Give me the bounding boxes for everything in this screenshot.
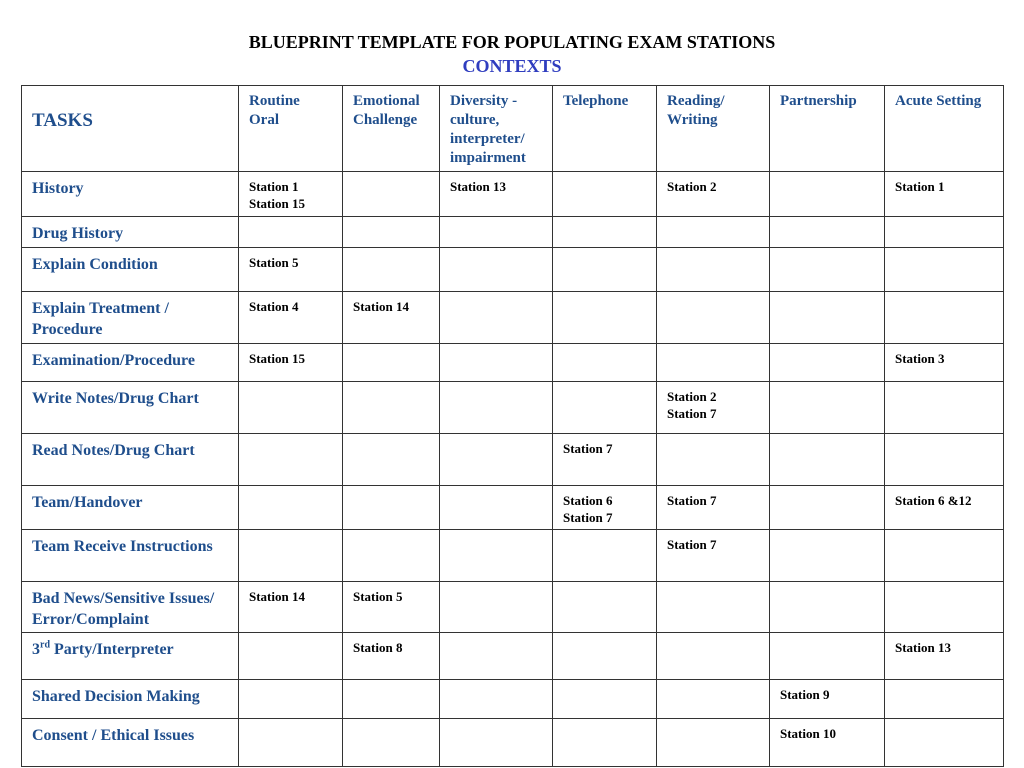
column-header: Partnership — [770, 86, 885, 172]
header-row — [22, 86, 1004, 172]
station-entry: Station 7 — [563, 510, 613, 525]
task-label: Bad News/Sensitive Issues/ Error/Complaint — [22, 582, 239, 633]
table-cell — [440, 680, 553, 719]
table-cell — [657, 172, 770, 217]
table-cell — [770, 344, 885, 382]
table-cell — [657, 486, 770, 530]
table-cell — [553, 248, 657, 292]
table-cell — [343, 292, 440, 344]
station-entry: Station 14 — [353, 299, 409, 314]
table-cell — [440, 172, 553, 217]
station-entry: Station 7 — [667, 493, 717, 508]
table-cell — [343, 217, 440, 248]
table-cell — [553, 719, 657, 767]
table-row — [22, 292, 1004, 344]
table-cell — [885, 530, 1004, 582]
table-cell — [770, 680, 885, 719]
table-cell — [440, 719, 553, 767]
table-cell — [553, 172, 657, 217]
table-cell — [239, 582, 343, 633]
table-cell — [553, 633, 657, 680]
table-cell — [885, 633, 1004, 680]
table-cell — [770, 530, 885, 582]
station-entry: Station 10 — [780, 726, 836, 741]
table-row — [22, 719, 1004, 767]
table-cell — [657, 382, 770, 434]
table-cell — [553, 292, 657, 344]
station-entry: Station 5 — [249, 255, 299, 270]
task-label — [22, 633, 239, 680]
column-header: Reading/ Writing — [657, 86, 770, 172]
station-entry: Station 15 — [249, 196, 305, 211]
table-cell — [885, 217, 1004, 248]
table-cell — [657, 434, 770, 486]
blueprint-table — [21, 85, 1004, 767]
table-cell — [553, 217, 657, 248]
task-label: Explain Treatment / Procedure — [22, 292, 239, 344]
table-row — [22, 382, 1004, 434]
table-cell — [440, 382, 553, 434]
table-cell — [657, 248, 770, 292]
table-row — [22, 434, 1004, 486]
table-cell — [239, 434, 343, 486]
column-header: Routine Oral — [239, 86, 343, 172]
task-label: Write Notes/Drug Chart — [22, 382, 239, 434]
table-cell — [553, 344, 657, 382]
table-cell — [885, 434, 1004, 486]
table-cell — [553, 486, 657, 530]
table-row — [22, 217, 1004, 248]
table-cell — [343, 382, 440, 434]
station-entry: Station 13 — [895, 640, 951, 655]
table-cell — [343, 719, 440, 767]
station-entry: Station 7 — [667, 406, 717, 421]
table-cell — [770, 633, 885, 680]
task-label: Team/Handover — [22, 486, 239, 530]
table-cell — [885, 582, 1004, 633]
table-cell — [239, 680, 343, 719]
table-row — [22, 633, 1004, 680]
page-title: BLUEPRINT TEMPLATE FOR POPULATING EXAM STATIONS — [248, 32, 776, 52]
table-cell — [239, 382, 343, 434]
table-cell — [440, 344, 553, 382]
task-label: Consent / Ethical Issues — [22, 719, 239, 767]
table-cell — [440, 248, 553, 292]
task-label: Explain Condition — [22, 248, 239, 292]
column-header: Telephone — [553, 86, 657, 172]
table-cell — [770, 382, 885, 434]
column-header: Acute Setting — [885, 86, 1004, 172]
table-cell — [885, 248, 1004, 292]
table-cell — [343, 248, 440, 292]
table-cell — [343, 486, 440, 530]
station-entry: Station 7 — [563, 441, 613, 456]
table-cell — [343, 582, 440, 633]
table-cell — [343, 172, 440, 217]
station-entry: Station 6 — [563, 493, 613, 508]
table-cell — [885, 680, 1004, 719]
task-label: Shared Decision Making — [22, 680, 239, 719]
station-entry: Station 2 — [667, 389, 717, 404]
table-cell — [657, 680, 770, 719]
table-cell — [239, 292, 343, 344]
tasks-header: TASKS — [22, 86, 239, 172]
station-entry: Station 9 — [780, 687, 830, 702]
table-cell — [343, 530, 440, 582]
task-label: Examination/Procedure — [22, 344, 239, 382]
table-cell — [770, 719, 885, 767]
column-header: Emotional Challenge — [343, 86, 440, 172]
table-cell — [553, 434, 657, 486]
table-cell — [885, 486, 1004, 530]
table-cell — [239, 719, 343, 767]
task-label-superscript: rd — [40, 639, 50, 651]
task-label: History — [22, 172, 239, 217]
station-entry: Station 2 — [667, 179, 717, 194]
table-cell — [657, 217, 770, 248]
station-entry: Station 1 — [895, 179, 945, 194]
page-subtitle: CONTEXTS — [462, 56, 562, 76]
table-cell — [770, 292, 885, 344]
station-entry: Station 15 — [249, 351, 305, 366]
table-cell — [770, 217, 885, 248]
table-row — [22, 530, 1004, 582]
table-cell — [770, 582, 885, 633]
station-entry: Station 7 — [667, 537, 717, 552]
table-cell — [657, 582, 770, 633]
table-row — [22, 344, 1004, 382]
table-cell — [440, 582, 553, 633]
table-cell — [239, 530, 343, 582]
table-cell — [770, 486, 885, 530]
task-label: Read Notes/Drug Chart — [22, 434, 239, 486]
table-cell — [885, 344, 1004, 382]
table-cell — [657, 292, 770, 344]
table-cell — [343, 344, 440, 382]
table-cell — [239, 486, 343, 530]
table-row — [22, 248, 1004, 292]
table-cell — [657, 344, 770, 382]
table-cell — [440, 292, 553, 344]
station-entry: Station 1 — [249, 179, 299, 194]
table-cell — [440, 633, 553, 680]
table-cell — [239, 344, 343, 382]
table-cell — [657, 530, 770, 582]
table-row — [22, 680, 1004, 719]
table-cell — [885, 292, 1004, 344]
station-entry: Station 8 — [353, 640, 403, 655]
table-cell — [553, 530, 657, 582]
table-cell — [553, 680, 657, 719]
table-cell — [885, 382, 1004, 434]
column-header: Diversity - culture, interpreter/ impairment — [440, 86, 553, 172]
table-cell — [440, 434, 553, 486]
station-entry: Station 3 — [895, 351, 945, 366]
table-row — [22, 172, 1004, 217]
table-cell — [343, 434, 440, 486]
table-cell — [657, 633, 770, 680]
table-cell — [885, 172, 1004, 217]
task-label: Drug History — [22, 217, 239, 248]
table-cell — [770, 248, 885, 292]
table-cell — [239, 217, 343, 248]
table-cell — [239, 633, 343, 680]
station-entry: Station 13 — [450, 179, 506, 194]
table-cell — [440, 217, 553, 248]
table-cell — [770, 172, 885, 217]
table-row — [22, 582, 1004, 633]
task-label-prefix: 3 — [32, 641, 40, 658]
task-label: Team Receive Instructions — [22, 530, 239, 582]
table-cell — [440, 486, 553, 530]
table-cell — [343, 680, 440, 719]
table-cell — [553, 582, 657, 633]
table-cell — [885, 719, 1004, 767]
station-entry: Station 4 — [249, 299, 299, 314]
table-cell — [770, 434, 885, 486]
station-entry: Station 14 — [249, 589, 305, 604]
table-cell — [239, 172, 343, 217]
table-cell — [239, 248, 343, 292]
table-row — [22, 486, 1004, 530]
station-entry: Station 5 — [353, 589, 403, 604]
table-cell — [553, 382, 657, 434]
table-cell — [657, 719, 770, 767]
station-entry: Station 6 &12 — [895, 493, 972, 508]
table-cell — [440, 530, 553, 582]
table-cell — [343, 633, 440, 680]
task-label-rest: Party/Interpreter — [50, 641, 174, 658]
